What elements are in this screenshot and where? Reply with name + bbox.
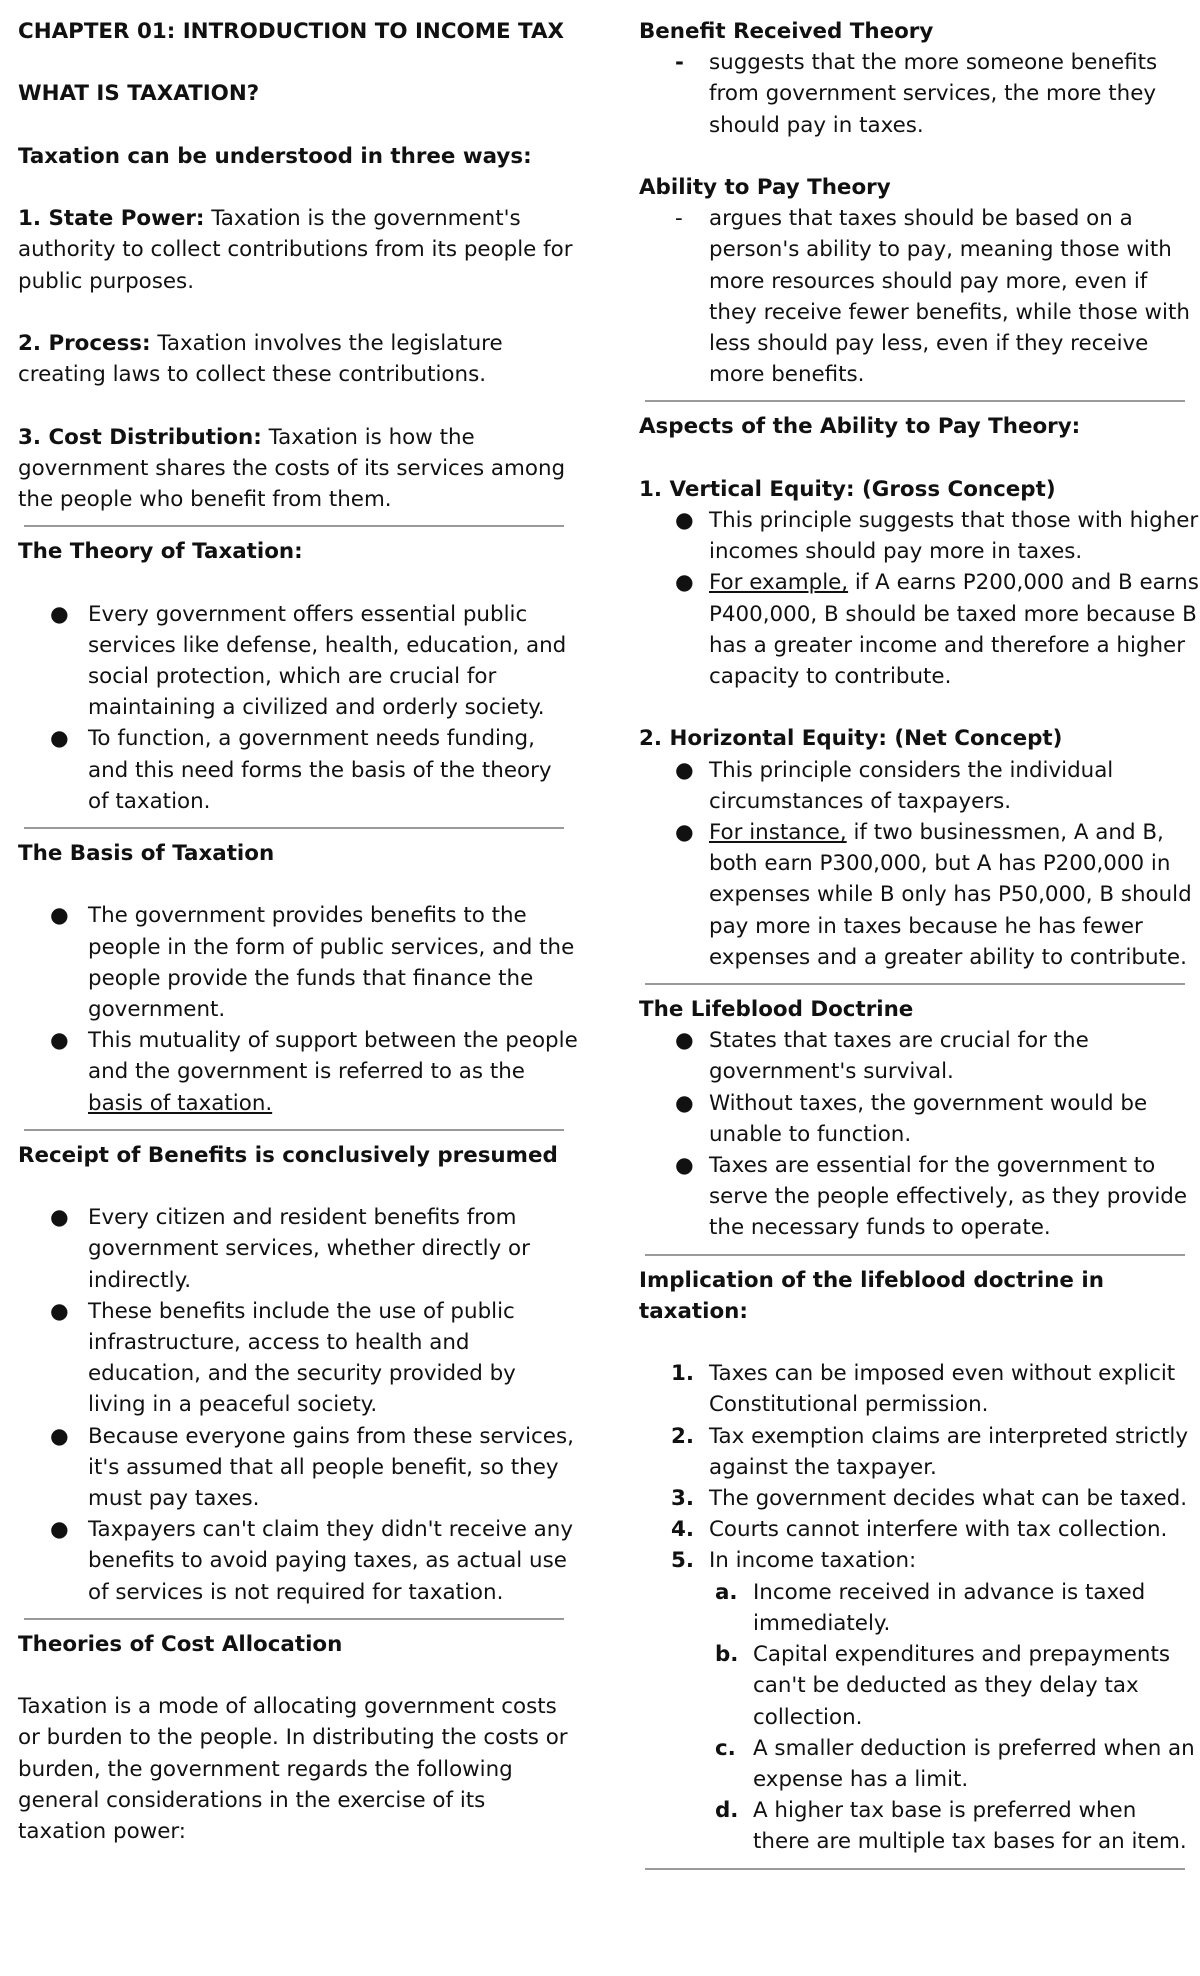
- way-3-label: 3. Cost Distribution:: [18, 424, 262, 450]
- theory-list: [18, 599, 578, 817]
- chapter-title: CHAPTER 01: INTRODUCTION TO INCOME TAX: [18, 19, 565, 44]
- bullet-icon: ●: [675, 1090, 694, 1116]
- list-item: ● Taxpayers can't claim they didn't receive any benefits to avoid paying taxes, as actual use of services is not required for taxation.: [18, 1514, 578, 1608]
- cost-allocation-paragraph: Taxation is a mode of allocating government costs or burden to the people. In distributing the costs or burden, the government regards the following general considerations in the exercise of its taxation power:: [18, 1694, 568, 1845]
- list-item: ● For instance, if two businessmen, A and B, both earn P300,000, but A has P200,000 in expenses while B only has P50,000, B should pay more in taxes because he has fewer expenses and a greater ability to contribute.: [639, 817, 1199, 973]
- three-ways-heading: Taxation can be understood in three ways:: [18, 143, 532, 169]
- vertical-equity-heading: 1. Vertical Equity: (Gross Concept): [639, 476, 1056, 502]
- list-item: ● This principle considers the individual circumstances of taxpayers.: [639, 755, 1199, 817]
- way-3-text: Taxation is how the government shares the costs of its services among the people who benefit from them.: [18, 424, 566, 512]
- basis-heading: The Basis of Taxation: [18, 840, 275, 866]
- list-item: 1. Taxes can be imposed even without explicit Constitutional permission.: [671, 1361, 1176, 1418]
- bullet-icon: ●: [50, 1028, 69, 1054]
- way-1-text: Taxation is the government's authority to collect contributions from its people for public purposes.: [18, 206, 573, 294]
- list-item: - argues that taxes should be based on a person's ability to pay, meaning those with more resources should pay more, even if they receive fewer benefits, while those with less should pay less, even if they receive more benefits.: [639, 203, 1199, 390]
- list-item: ● Without taxes, the government would be unable to function.: [639, 1088, 1199, 1150]
- divider: [24, 827, 564, 829]
- list-item: 5. In income taxation:: [671, 1548, 917, 1574]
- list-item: 3. The government decides what can be taxed.: [671, 1486, 1188, 1512]
- way-2-label: 2. Process:: [18, 330, 151, 356]
- bullet-icon: ●: [675, 570, 694, 596]
- bullet-icon: ●: [50, 726, 69, 752]
- list-item: 4. Courts cannot interfere with tax collection.: [671, 1517, 1168, 1543]
- list-item: ● The government provides benefits to the people in the form of public services, and the people provide the funds that finance the government.: [18, 900, 578, 1025]
- bullet-icon: ●: [675, 1153, 694, 1179]
- horizontal-list: [639, 755, 1199, 973]
- basis-of-taxation-underline: basis of taxation.: [88, 1090, 273, 1116]
- way-2-text: Taxation involves the legislature creating laws to collect these contributions.: [18, 330, 503, 388]
- dash-icon: -: [675, 206, 683, 232]
- divider: [645, 1254, 1185, 1256]
- bullet-icon: ●: [50, 1298, 69, 1324]
- list-item: ● This principle suggests that those with higher incomes should pay more in taxes.: [639, 505, 1199, 567]
- way-2-paragraph: [18, 328, 578, 390]
- basis-list: [18, 900, 578, 1118]
- right-column: [639, 16, 1199, 1879]
- lifeblood-heading: The Lifeblood Doctrine: [639, 997, 914, 1023]
- left-column: [18, 16, 578, 1847]
- bullet-icon: ●: [675, 1028, 694, 1054]
- list-item: ● States that taxes are crucial for the government's survival.: [639, 1025, 1199, 1087]
- list-item: ● For example, if A earns P200,000 and B earns P400,000, B should be taxed more because B has a greater income and therefore a higher capacity to contribute.: [639, 567, 1199, 692]
- what-is-taxation-heading: WHAT IS TAXATION?: [18, 81, 260, 107]
- list-item: ● To function, a government needs funding, and this need forms the basis of the theory of taxation.: [18, 723, 578, 817]
- dash-icon: -: [675, 50, 684, 76]
- cost-allocation-heading: Theories of Cost Allocation: [18, 1631, 343, 1657]
- divider: [645, 400, 1185, 402]
- way-1-paragraph: [18, 203, 578, 297]
- theory-heading: The Theory of Taxation:: [18, 539, 303, 565]
- ability-to-pay-heading: Ability to Pay Theory: [639, 175, 891, 200]
- bullet-icon: ●: [50, 903, 69, 929]
- list-item: ● This mutuality of support between the people and the government is referred to as the basis of taxation.: [18, 1025, 578, 1119]
- receipt-list: [18, 1202, 578, 1608]
- list-item: - suggests that the more someone benefits from government services, the more they should pay in taxes.: [639, 47, 1199, 141]
- bullet-icon: ●: [675, 820, 694, 846]
- divider: [24, 1618, 564, 1620]
- implication-heading: Implication of the lifeblood doctrine in taxation:: [639, 1267, 1104, 1324]
- list-item: ● These benefits include the use of public infrastructure, access to health and education, and the security provided by living in a peaceful society.: [18, 1296, 578, 1421]
- lifeblood-list: [639, 1025, 1199, 1243]
- horizontal-equity-heading: 2. Horizontal Equity: (Net Concept): [639, 726, 1063, 752]
- bullet-icon: ●: [50, 601, 69, 627]
- list-item: ● Taxes are essential for the government to serve the people effectively, as they provide the necessary funds to operate.: [639, 1150, 1199, 1244]
- list-item: 2. Tax exemption claims are interpreted strictly against the taxpayer.: [671, 1423, 1188, 1480]
- divider: [645, 983, 1185, 985]
- list-item: c. A smaller deduction is preferred when an expense has a limit.: [715, 1735, 1195, 1792]
- benefit-received-heading: Benefit Received Theory: [639, 19, 934, 44]
- bullet-icon: ●: [50, 1517, 69, 1543]
- bullet-icon: ●: [675, 508, 694, 534]
- list-item: a. Income received in advance is taxed immediately.: [715, 1579, 1146, 1636]
- aspects-heading: Aspects of the Ability to Pay Theory:: [639, 414, 1081, 440]
- way-1-label: 1. State Power:: [18, 206, 205, 232]
- implication-list: [639, 1358, 1199, 1857]
- for-example-underline: For example,: [709, 570, 849, 596]
- list-item: ● Because everyone gains from these services, it's assumed that all people benefit, so they must pay taxes.: [18, 1421, 578, 1515]
- list-item: ● Every citizen and resident benefits from government services, whether directly or indirectly.: [18, 1202, 578, 1296]
- for-instance-underline: For instance,: [709, 820, 847, 846]
- bullet-icon: ●: [675, 757, 694, 783]
- list-item: d. A higher tax base is preferred when there are multiple tax bases for an item.: [715, 1798, 1187, 1855]
- list-item: ● Every government offers essential public services like defense, health, education, and social protection, which are crucial for maintaining a civilized and orderly society.: [18, 599, 578, 724]
- list-item: b. Capital expenditures and prepayments can't be deducted as they delay tax collection.: [715, 1642, 1170, 1730]
- divider: [24, 1129, 564, 1131]
- way-3-paragraph: [18, 422, 578, 516]
- divider: [24, 525, 564, 527]
- receipt-heading: Receipt of Benefits is conclusively presumed: [18, 1142, 558, 1168]
- vertical-list: [639, 505, 1199, 692]
- divider: [645, 1868, 1185, 1870]
- bullet-icon: ●: [50, 1423, 69, 1449]
- bullet-icon: ●: [50, 1205, 69, 1231]
